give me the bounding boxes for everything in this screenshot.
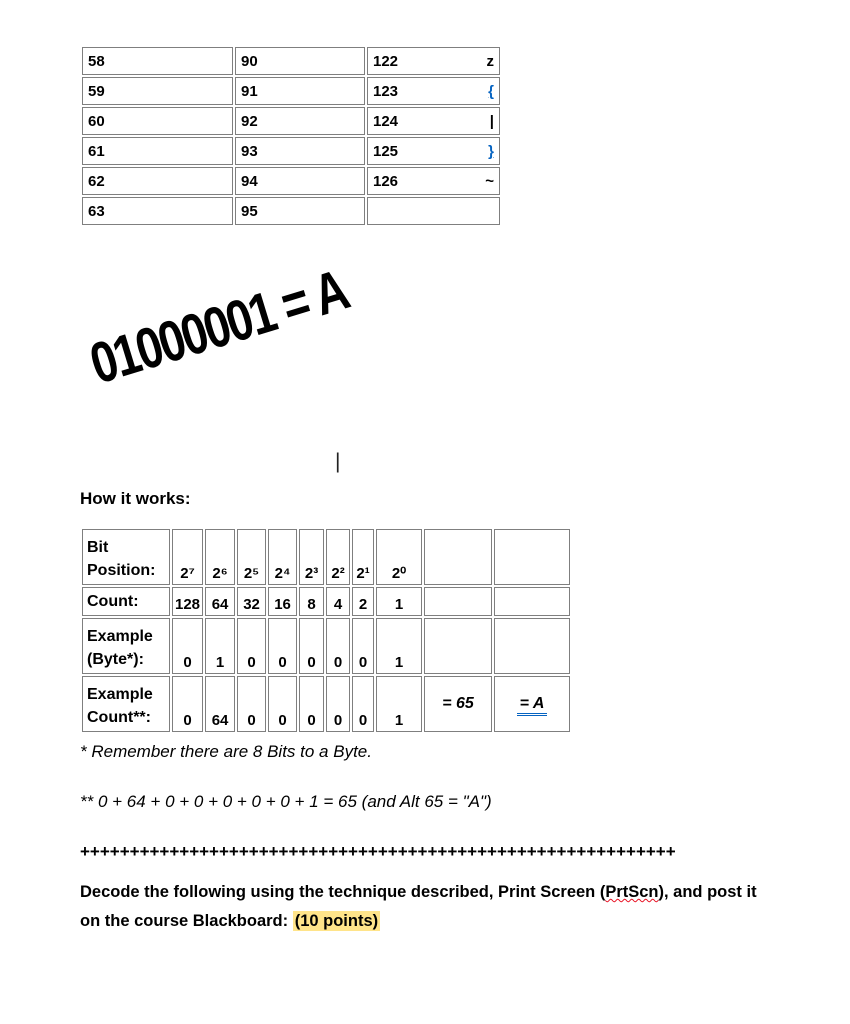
bit-cell: 1: [376, 587, 422, 616]
bit-extra-cell: [494, 587, 570, 616]
bit-cell: 64: [205, 587, 235, 616]
bit-row-label: Count:: [82, 587, 170, 616]
ascii-code: 126: [373, 172, 399, 190]
ascii-char-hyperlink[interactable]: }: [488, 142, 494, 160]
table-row: [82, 197, 500, 225]
ascii-cell: [367, 77, 500, 105]
bit-cell: 0: [172, 676, 203, 732]
ascii-code-table: [80, 45, 502, 227]
bit-cell: 0: [237, 618, 266, 674]
ascii-char: z: [486, 52, 494, 70]
ascii-cell: 60: [82, 107, 233, 135]
ascii-cell: [367, 107, 500, 135]
ascii-cell: 59: [82, 77, 233, 105]
ascii-cell: 58: [82, 47, 233, 75]
table-row: [82, 77, 500, 105]
decode-instructions: [80, 878, 775, 936]
result-a: = A: [517, 695, 548, 716]
bit-cell: 16: [268, 587, 297, 616]
bit-cell: 2¹: [352, 529, 374, 585]
bit-position-table: [80, 527, 572, 734]
ascii-cell: [367, 137, 500, 165]
bit-cell: 32: [237, 587, 266, 616]
prtscn-spellcheck-word: PrtScn: [605, 883, 659, 901]
ascii-code: 123: [373, 82, 399, 100]
footnote-bits-byte: * Remember there are 8 Bits to a Byte.: [80, 742, 372, 761]
table-row: [82, 137, 500, 165]
ascii-char-hyperlink[interactable]: {: [488, 82, 494, 100]
result-65-cell: [424, 676, 492, 732]
bit-extra-cell: [424, 529, 492, 585]
table-row: [82, 47, 500, 75]
ascii-cell: 63: [82, 197, 233, 225]
table-row: [82, 107, 500, 135]
bit-row-label: Example (Byte*):: [82, 618, 170, 674]
bit-extra-cell: [424, 587, 492, 616]
ascii-cell: 61: [82, 137, 233, 165]
bit-cell: 2⁶: [205, 529, 235, 585]
code-char-pair: [373, 143, 494, 160]
bit-cell: 128: [172, 587, 203, 616]
bit-cell: 2⁷: [172, 529, 203, 585]
table-row: [82, 676, 570, 732]
bit-cell: 64: [205, 676, 235, 732]
code-char-pair: [373, 53, 494, 70]
bit-extra-cell: [494, 529, 570, 585]
ascii-code: 125: [373, 142, 399, 160]
ascii-cell: 92: [235, 107, 365, 135]
bit-cell: 1: [376, 618, 422, 674]
ascii-char: ~: [485, 172, 494, 190]
bit-cell: 0: [326, 618, 350, 674]
bit-cell: 1: [376, 676, 422, 732]
bit-cell: 0: [352, 676, 374, 732]
table-row: [82, 167, 500, 195]
bit-cell: 0: [268, 618, 297, 674]
how-it-works-heading: How it works:: [80, 489, 191, 508]
table-row: [82, 587, 570, 616]
bit-cell: 2: [352, 587, 374, 616]
bit-cell: 0: [299, 618, 324, 674]
bit-row-label: Example Count**:: [82, 676, 170, 732]
ascii-cell: 91: [235, 77, 365, 105]
ascii-cell: [367, 167, 500, 195]
bit-extra-cell: [494, 618, 570, 674]
ascii-char: |: [489, 112, 494, 130]
decode-text-2: ), and post it on the course Blackboard:: [80, 883, 757, 930]
decode-text-1: Decode the following using the technique described, Print Screen (: [80, 883, 606, 901]
plus-separator: ++++++++++++++++++++++++++++++++++++++++++++++++++++++++++++: [80, 842, 676, 861]
bit-cell: 2⁰: [376, 529, 422, 585]
bit-cell: 4: [326, 587, 350, 616]
ascii-cell: 95: [235, 197, 365, 225]
ascii-cell: [367, 47, 500, 75]
bit-extra-cell: [424, 618, 492, 674]
code-char-pair: [373, 113, 494, 130]
ascii-cell: 62: [82, 167, 233, 195]
bit-cell: 2⁴: [268, 529, 297, 585]
ascii-cell: [367, 197, 500, 225]
bit-cell: 0: [299, 676, 324, 732]
table-row: [82, 618, 570, 674]
bit-cell: 2³: [299, 529, 324, 585]
bit-cell: 2⁵: [237, 529, 266, 585]
bit-cell: 0: [352, 618, 374, 674]
ascii-code: 124: [373, 112, 399, 130]
bit-cell: 0: [326, 676, 350, 732]
code-char-pair: [373, 83, 494, 100]
bit-cell: 8: [299, 587, 324, 616]
ascii-cell: 93: [235, 137, 365, 165]
bit-cell: 0: [237, 676, 266, 732]
result-65: = 65: [442, 695, 474, 713]
bit-cell: 2²: [326, 529, 350, 585]
points-highlight: (10 points): [294, 911, 379, 930]
table-row: [82, 529, 570, 585]
bit-cell: 1: [205, 618, 235, 674]
ascii-cell: 94: [235, 167, 365, 195]
bit-cell: 0: [172, 618, 203, 674]
result-a-cell: [494, 676, 570, 732]
bit-row-label: Bit Position:: [82, 529, 170, 585]
ascii-code: 122: [373, 52, 399, 70]
ascii-cell: 90: [235, 47, 365, 75]
wordart-binary-equals-a: 01000001 = A: [82, 256, 355, 397]
bit-cell: 0: [268, 676, 297, 732]
code-char-pair: [373, 173, 494, 190]
footnote-sum: ** 0 + 64 + 0 + 0 + 0 + 0 + 0 + 1 = 65 (and Alt 65 = "A"): [80, 792, 492, 811]
text-cursor[interactable]: |: [335, 450, 341, 473]
